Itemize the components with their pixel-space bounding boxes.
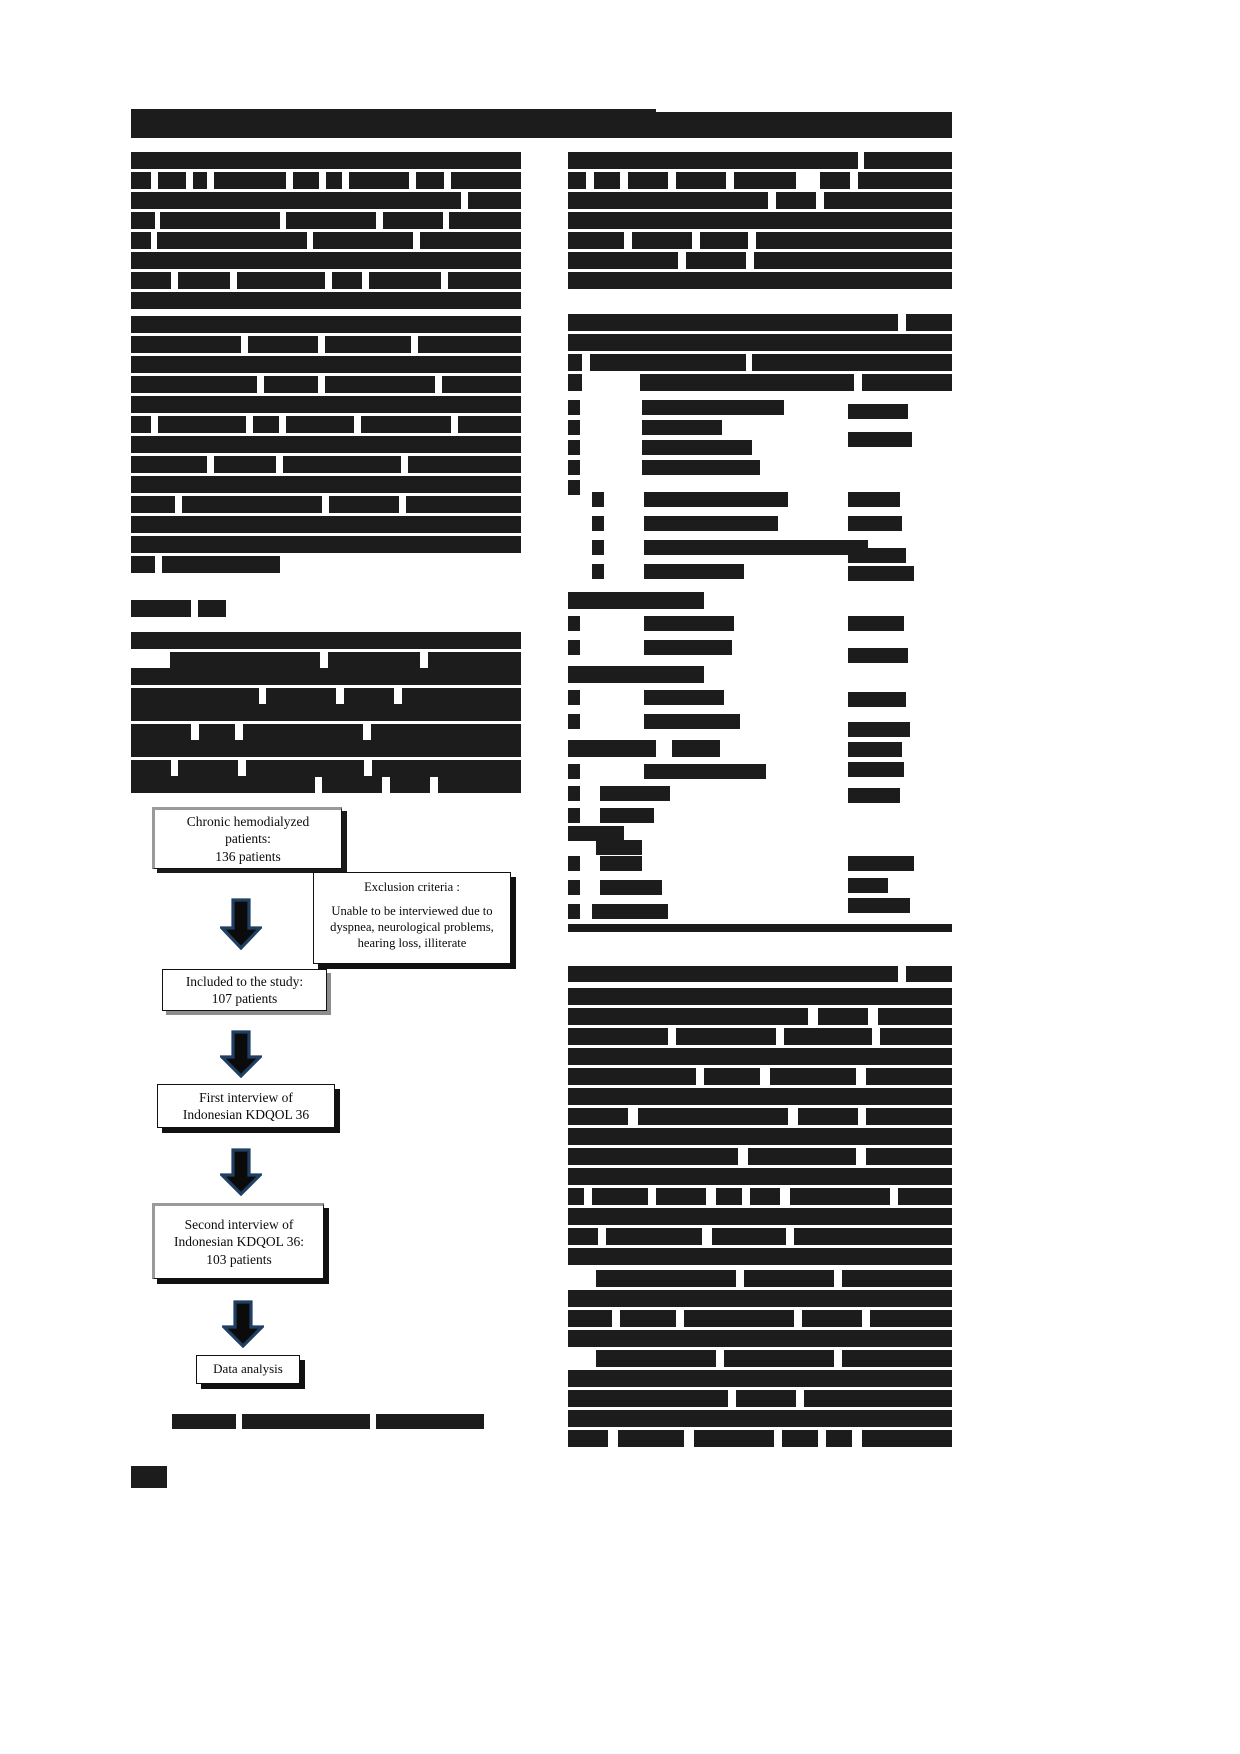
node5-line3: 103 patients (206, 1251, 272, 1267)
header-bar-right (656, 112, 952, 124)
node3-line2: 107 patients (211, 991, 278, 1006)
included-to-study-box[interactable] (162, 969, 327, 1011)
node5-line2: Indonesian KDQOL 36: (174, 1234, 304, 1250)
footer-page-mark (131, 1466, 167, 1488)
node1-line3: 136 patients (215, 848, 281, 864)
node4-line1: First interview of (199, 1089, 293, 1105)
first-interview-box[interactable] (157, 1084, 335, 1128)
second-interview-box[interactable] (152, 1203, 324, 1279)
arrow-down-3 (220, 1148, 262, 1196)
arrow-down-2 (220, 1030, 262, 1078)
exclusion-line1: Unable to be interviewed due to (331, 904, 493, 919)
exclusion-line2: dyspnea, neurological problems, (330, 920, 494, 935)
node1-line1: Chronic hemodialyzed (186, 814, 310, 830)
arrow-down-1 (220, 898, 262, 950)
node3-line1: Included to the study: (185, 973, 304, 989)
node4-line2: Indonesian KDQOL 36 (182, 1107, 310, 1122)
exclusion-heading: Exclusion criteria : (364, 880, 460, 894)
arrow-down-4 (222, 1300, 264, 1348)
node6-line1: Data analysis (213, 1361, 283, 1377)
chronic-hemodialyzed-patients-box[interactable] (152, 807, 342, 869)
exclusion-line3: hearing loss, illiterate (357, 936, 467, 951)
header-bar-full (131, 124, 952, 138)
data-analysis-box[interactable] (196, 1355, 300, 1384)
header-bar-left (131, 109, 656, 124)
node5-line1: Second interview of (184, 1217, 294, 1233)
node1-line2: patients: (225, 831, 271, 847)
exclusion-criteria-box[interactable] (313, 872, 511, 964)
